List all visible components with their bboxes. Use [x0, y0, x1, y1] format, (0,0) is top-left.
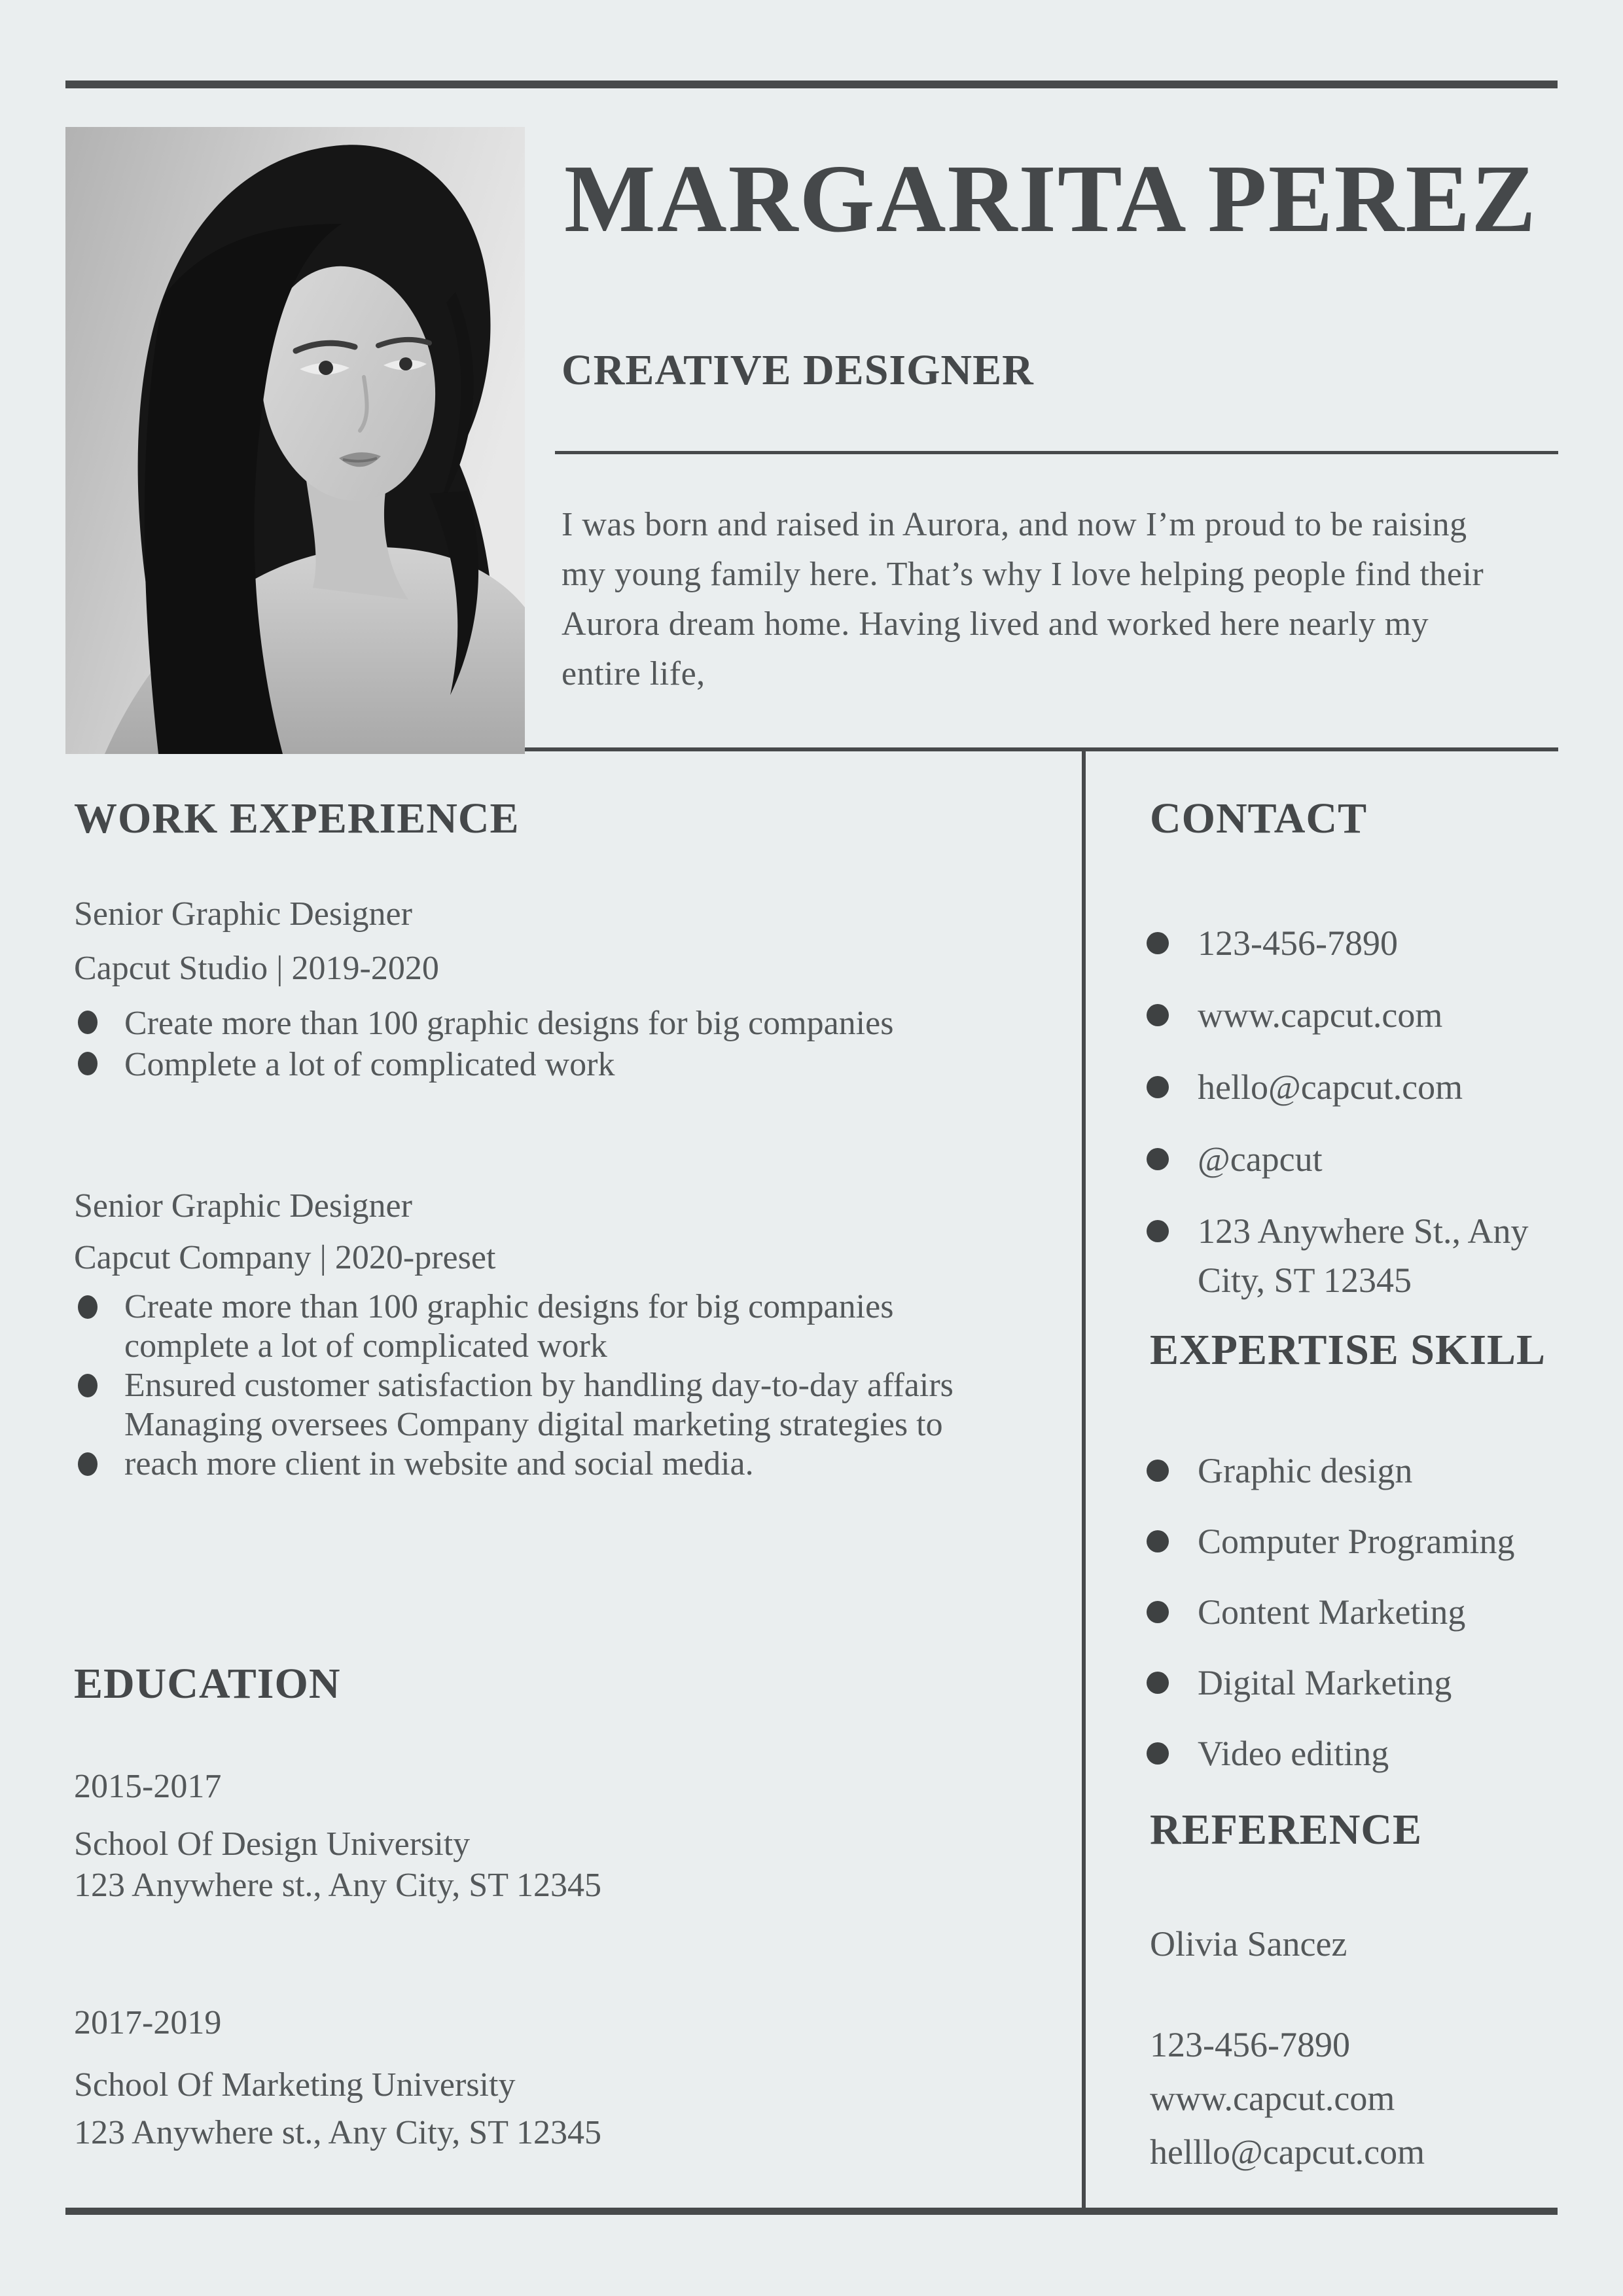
- list-item-text: Create more than 100 graphic designs for big companies: [124, 1288, 894, 1325]
- job-title: Senior Graphic Designer: [74, 895, 412, 933]
- list-item: [74, 1044, 893, 1085]
- list-item-text: Ensured customer satisfaction by handling day-to-day affairs: [124, 1367, 954, 1404]
- contact-text: 123-456-7890: [1198, 924, 1398, 963]
- contact-item-address: [1147, 1207, 1538, 1305]
- contact-item-email: [1147, 1063, 1463, 1112]
- skill-item: [1147, 1729, 1389, 1778]
- bio-paragraph: [562, 500, 1484, 699]
- bio-line: I was born and raised in Aurora, and now I’m proud to be raising: [562, 506, 1467, 543]
- job-company-dates: Capcut Company | 2020-preset: [74, 1239, 496, 1276]
- section-heading-education: EDUCATION: [74, 1660, 341, 1708]
- skill-item: [1147, 1588, 1465, 1637]
- skill-text: Digital Marketing: [1198, 1663, 1452, 1702]
- skill-text: Computer Programing: [1198, 1522, 1515, 1561]
- skill-text: Graphic design: [1198, 1451, 1413, 1490]
- skill-text: Content Marketing: [1198, 1592, 1466, 1632]
- education-school: School Of Marketing University: [74, 2066, 516, 2104]
- list-item-text: Complete a lot of complicated work: [124, 1046, 615, 1083]
- bullet-dot-icon: [78, 1452, 98, 1476]
- list-item-text: Create more than 100 graphic designs for big companies: [124, 1005, 894, 1042]
- bullet-dot-icon: [1147, 1076, 1169, 1098]
- contact-text: www.capcut.com: [1198, 996, 1443, 1035]
- list-item-continuation: [74, 1405, 954, 1444]
- education-school: School Of Design University: [74, 1825, 471, 1863]
- bullet-dot-icon: [1147, 1672, 1169, 1694]
- bullet-dot-icon: [78, 1295, 98, 1319]
- person-job-title: CREATIVE DESIGNER: [562, 346, 1034, 394]
- section-heading-reference: REFERENCE: [1150, 1806, 1423, 1854]
- list-item: [74, 1366, 954, 1405]
- top-accent-bar: [65, 81, 1558, 88]
- column-divider: [1082, 747, 1086, 2208]
- education-years: 2017-2019: [74, 2004, 222, 2041]
- contact-item-phone: [1147, 919, 1398, 968]
- list-item: [74, 1287, 954, 1327]
- bio-line: Aurora dream home. Having lived and worked here nearly my: [562, 605, 1429, 643]
- section-heading-expertise-skill: EXPERTISE SKILL: [1150, 1326, 1546, 1374]
- job-bullet-list: [74, 1003, 893, 1085]
- reference-name: Olivia Sancez: [1150, 1924, 1347, 1964]
- contact-text: hello@capcut.com: [1198, 1067, 1463, 1107]
- reference-website: www.capcut.com: [1150, 2079, 1395, 2118]
- bullet-dot-icon: [1147, 1148, 1169, 1170]
- contact-text: @capcut: [1198, 1139, 1323, 1179]
- education-years: 2015-2017: [74, 1768, 222, 1805]
- job-company-dates: Capcut Studio | 2019-2020: [74, 950, 439, 987]
- bottom-accent-bar: [65, 2208, 1558, 2215]
- bio-line: my young family here. That’s why I love helping people find their: [562, 556, 1484, 593]
- bullet-dot-icon: [1147, 932, 1169, 954]
- list-item-text: Managing oversees Company digital marketing strategies to: [124, 1406, 943, 1443]
- skill-item: [1147, 1659, 1452, 1708]
- section-heading-contact: CONTACT: [1150, 795, 1368, 842]
- section-heading-work-experience: WORK EXPERIENCE: [74, 795, 520, 842]
- contact-item-social: [1147, 1135, 1323, 1184]
- bullet-dot-icon: [78, 1011, 98, 1034]
- reference-details: [1150, 2018, 1425, 2179]
- bullet-dot-icon: [1147, 1460, 1169, 1482]
- job-bullet-list: [74, 1287, 954, 1484]
- skill-text: Video editing: [1198, 1734, 1389, 1773]
- reference-email: helllo@capcut.com: [1150, 2132, 1425, 2172]
- skill-item: [1147, 1517, 1514, 1566]
- bullet-dot-icon: [1147, 1004, 1169, 1026]
- list-item: [74, 1444, 954, 1484]
- portrait-photo: [65, 127, 525, 754]
- job-title: Senior Graphic Designer: [74, 1187, 412, 1225]
- reference-phone: 123-456-7890: [1150, 2025, 1350, 2064]
- list-item-continuation: [74, 1327, 954, 1366]
- bullet-dot-icon: [78, 1374, 98, 1397]
- bullet-dot-icon: [1147, 1220, 1169, 1242]
- person-name: MARGARITA PEREZ: [564, 145, 1537, 253]
- list-item-text: reach more client in website and social media.: [124, 1445, 754, 1482]
- bio-line: entire life,: [562, 655, 705, 692]
- bullet-dot-icon: [1147, 1530, 1169, 1552]
- bullet-dot-icon: [78, 1052, 98, 1075]
- contact-text: 123 Anywhere St., Any City, ST 12345: [1198, 1211, 1529, 1300]
- list-item-text: complete a lot of complicated work: [124, 1327, 607, 1365]
- bullet-dot-icon: [1147, 1601, 1169, 1623]
- skill-item: [1147, 1446, 1412, 1496]
- education-address: 123 Anywhere st., Any City, ST 12345: [74, 1867, 602, 1904]
- education-address: 123 Anywhere st., Any City, ST 12345: [74, 2114, 602, 2151]
- title-divider: [555, 451, 1558, 454]
- contact-item-website: [1147, 991, 1442, 1040]
- list-item: [74, 1003, 893, 1044]
- bullet-dot-icon: [1147, 1742, 1169, 1765]
